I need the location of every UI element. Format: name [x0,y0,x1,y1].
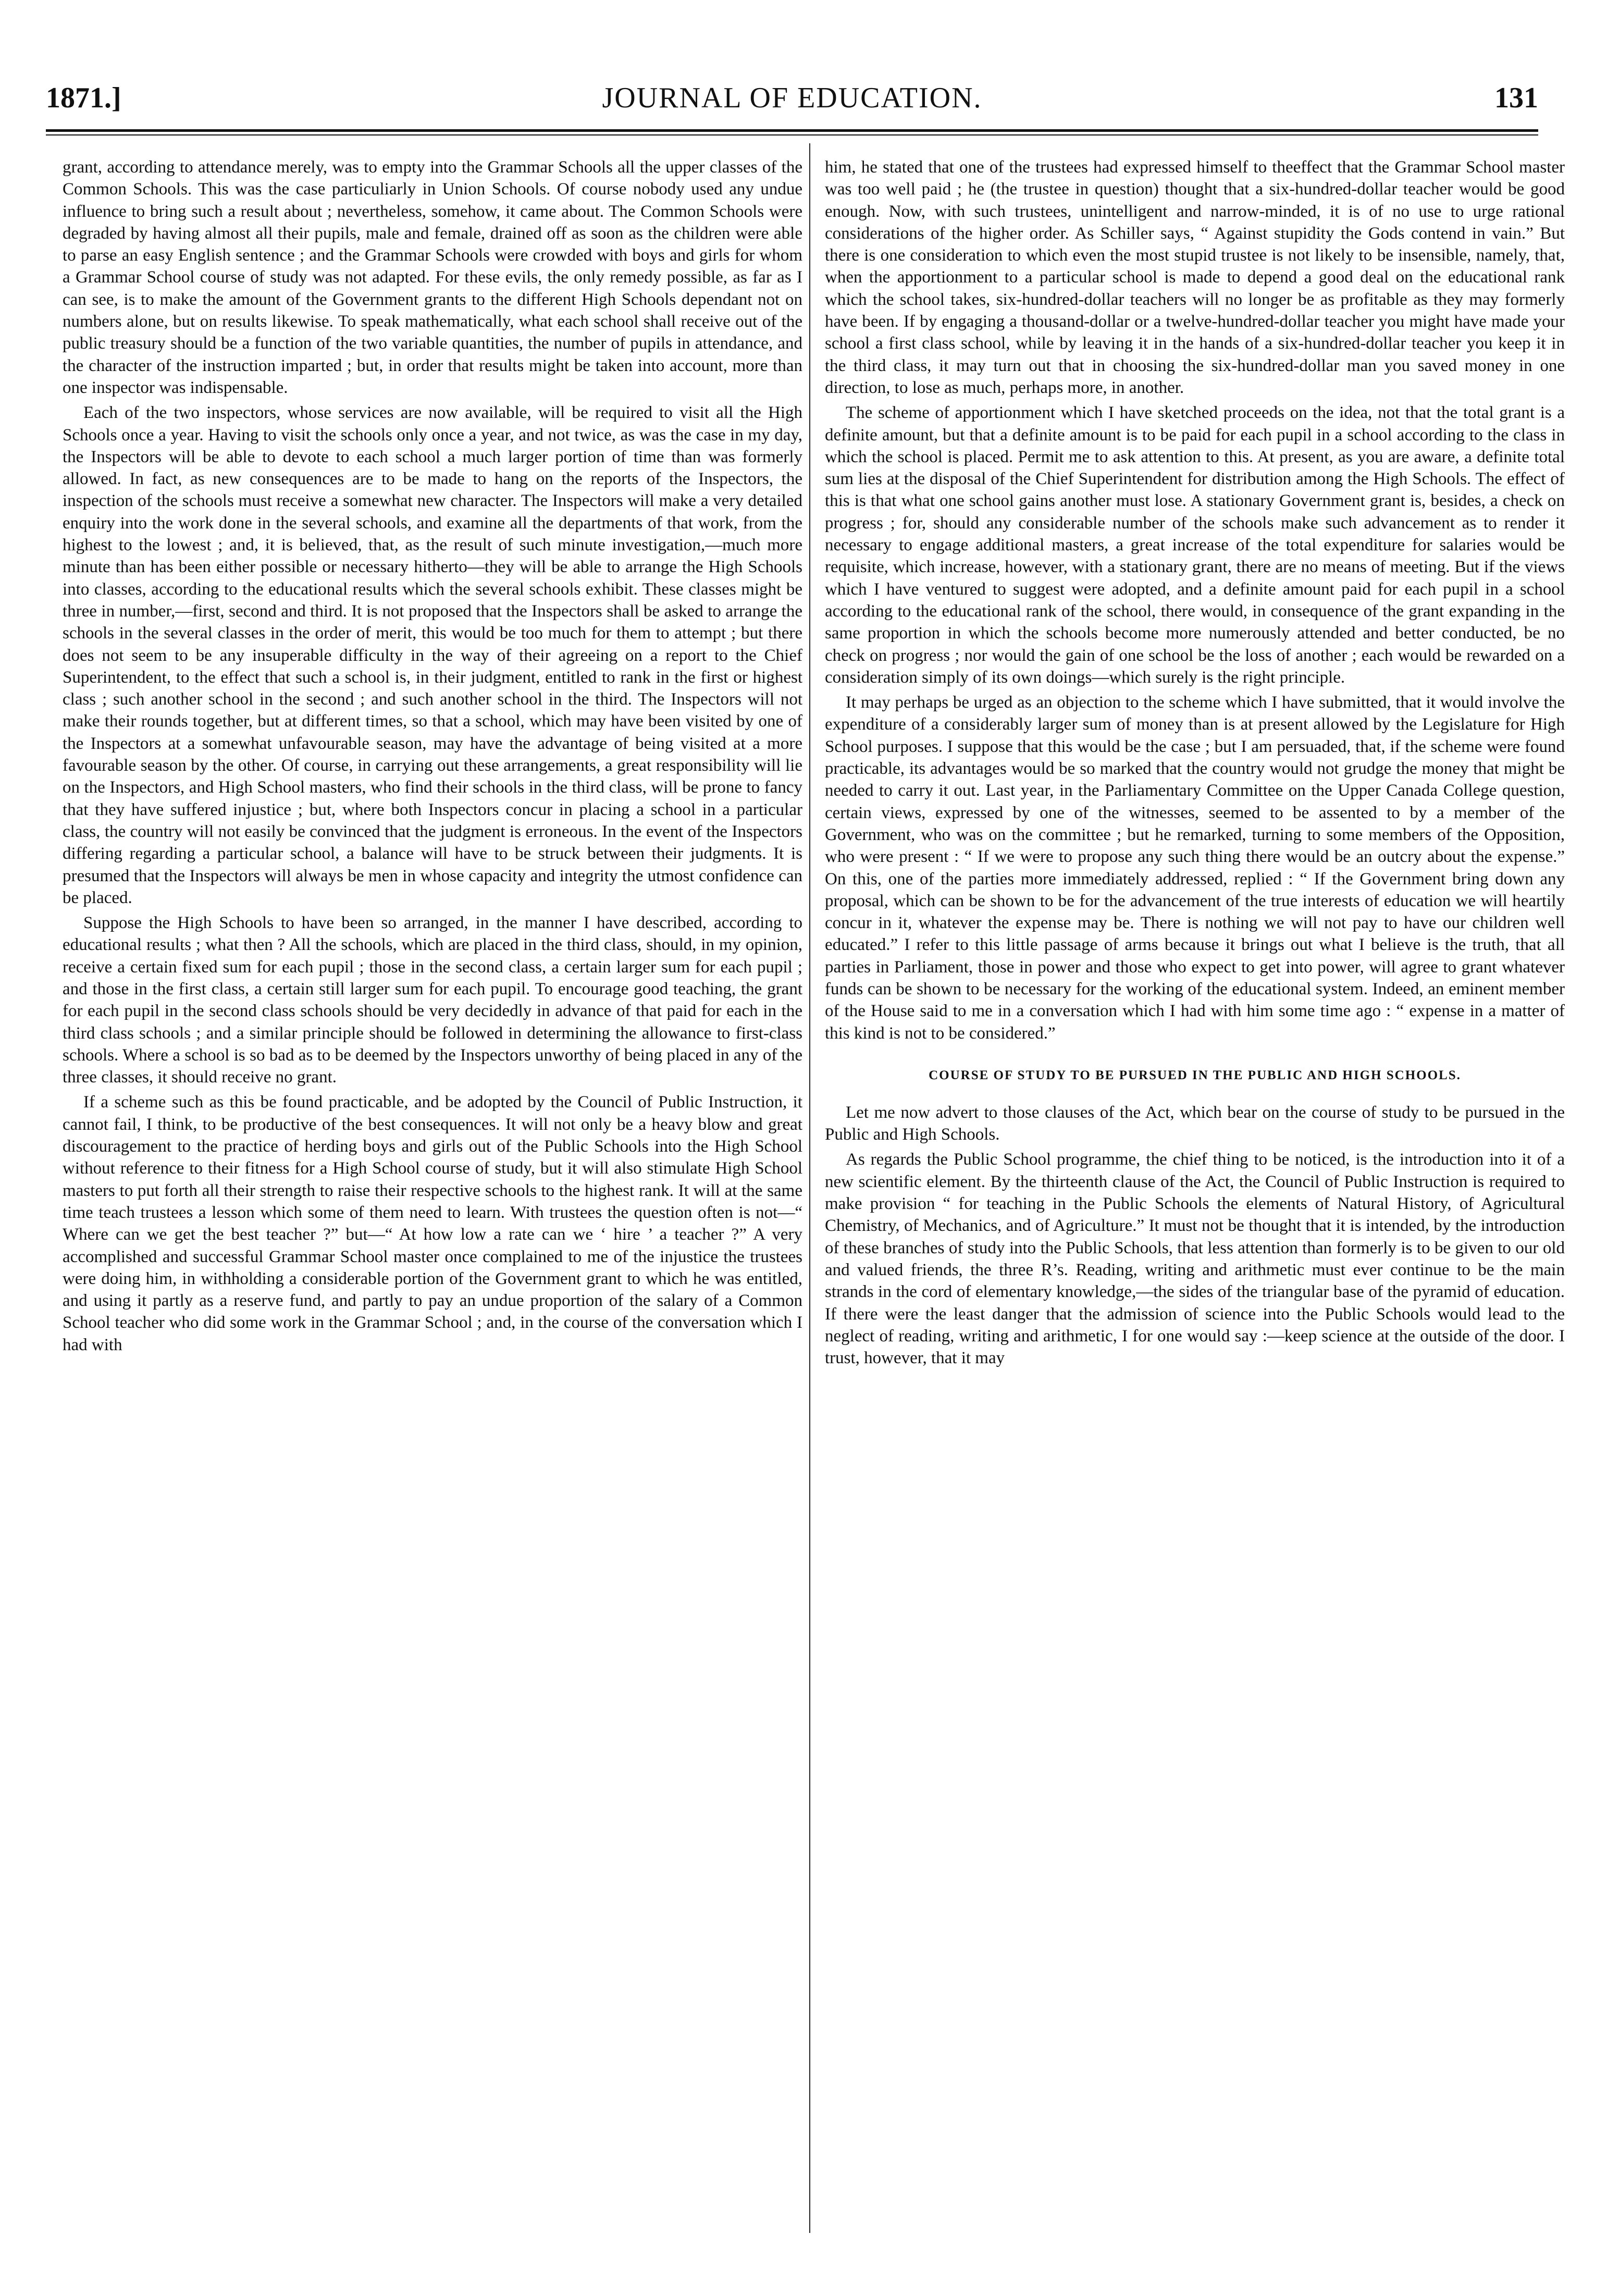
section-heading: COURSE OF STUDY TO BE PURSUED IN THE PUBLIC AND HIGH SCHOOLS. [929,1068,1461,1082]
paragraph: him, he stated that one of the trustees had expressed himself to theeffect that the Grammar School master was too well paid ; he (the trustee in question) thought that a six-hundred-dollar teacher would be good enough. Now, with such trustees, unintelligent and narrow-minded, it is of no use to urge rational considerations of the higher order. As Schiller says, “ Against stupidity the Gods contend in vain.” But there is one consideration to which even the most stupid trustee is not likely to be insensible, namely, that, when the apportionment to a particular school is made to depend a good deal on the educational rank which the school takes, six-hundred-dollar teachers will no longer be as profitable as they may formerly have been. If by engaging a thousand-dollar or a twelve-hundred-dollar teacher you might have made your school a first class school, while by leaving it in the hands of a six-hundred-dollar teacher you keep it in the third class, it may turn out that in choosing the six-hundred-dollar man you saved money in one direction, to lose as much, perhaps more, in another. [825,158,1565,397]
paragraph: Suppose the High Schools to have been so arranged, in the manner I have described, according to educational results ; what then ? All the schools, which are placed in the third class, should, in my opinion, receive a certain fixed sum for each pupil ; those in the second class, a certain larger sum for each pupil ; and those in the first class, a certain still larger sum for each pupil. To encourage good teaching, the grant for each pupil in the second class schools should be very decidedly in advance of that paid for each in the third class schools ; and a similar principle should be followed in determining the allowance to first-class schools. Where a school is so bad as to be deemed by the Inspectors unworthy of being placed in any of the three classes, it should receive no grant. [63,914,802,1087]
paragraph: The scheme of apportionment which I have sketched proceeds on the idea, not that the total grant is a definite amount, but that a definite amount is to be paid for each pupil in a school according to the class in which the school is placed. Permit me to ask attention to this. At present, as you are aware, a definite total sum lies at the disposal of the Chief Superintendent for distribution among the High Schools. The effect of this is that what one school gains another must lose. A stationary Government grant is, besides, a check on progress ; for, should any considerable number of the schools make such advancement as to render it necessary to engage additional masters, a great increase of the total expenditure for salaries would be requisite, which increase, however, with a stationary grant, there are no means of meeting. But if the views which I have ventured to suggest were adopted, and a definite amount paid for each pupil in a school according to the educational rank of the school, there would, in consequence of the grant expanding in the same proportion in which the schools become more numerously attended and better conducted, be no check on progress ; nor would the gain of one school be the loss of another ; each would be rewarded on a consideration simply of its own doings—which surely is the right principle. [825,403,1565,687]
header-rule-thick [46,129,1538,132]
right-column [825,156,1565,2236]
paragraph: If a scheme such as this be found practicable, and be adopted by the Council of Public Instruction, it cannot fail, I think, to be productive of the best consequences. It will not only be a heavy blow and great discouragement to the practice of herding boys and girls out of the Public Schools into the High School without reference to their fitness for a High School course of study, but it will also stimulate High School masters to put forth all their strength to raise their respective schools to the highest rank. It will at the same time teach trustees a lesson which some of them need to learn. With trustees the question often is not—“ Where can we get the best teacher ?” but—“ At how low a rate can we ‘ hire ’ a teacher ?” A very accomplished and successful Grammar School master once complained to me of the injustice the trustees were doing him, in withholding a considerable portion of the Government grant to which he was entitled, and using it partly as a reserve fund, and partly to pay an undue proportion of the salary of a Common School teacher who did some work in the Grammar School ; and, in the course of the conversation which I had with [63,1093,802,1354]
paragraph: Let me now advert to those clauses of the Act, which bear on the course of study to be pursued in the Public and High Schools. [825,1103,1565,1144]
running-header [46,81,1538,123]
left-column [63,156,802,2236]
header-year: 1871.] [46,82,121,114]
paragraph: grant, according to attendance merely, was to empty into the Grammar Schools all the upper classes of the Common Schools. This was the case particuliarly in Union Schools. Of course nobody used any undue influence to bring such a result about ; nevertheless, somehow, it came about. The Common Schools were degraded by having almost all their pupils, male and female, drained off as soon as the children were able to parse an easy English sentence ; and the Grammar Schools were crowded with boys and girls for whom a Grammar School course of study was not adapted. For these evils, the only remedy possible, as far as I can see, is to make the amount of the Government grants to the different High Schools dependant not on numbers alone, but on results likewise. To speak mathematically, what each school shall receive out of the public treasury should be a function of the two variable quantities, the number of pupils in attendance, and the character of the instruction imparted ; but, in order that results might be taken into account, more than one inspector was indispensable. [63,158,802,397]
paragraph: It may perhaps be urged as an objection to the scheme which I have submitted, that it would involve the expenditure of a considerably larger sum of money than is at present allowed by the Legislature for High School purposes. I suppose that this would be the case ; but I am persuaded, that, if the scheme were found practicable, its advantages would be so marked that the country would not grudge the money that might be needed to carry it out. Last year, in the Parliamentary Committee on the Upper Canada College question, certain views, expressed by one of the witnesses, seemed to be assented to by a member of the Government, who was on the committee ; but he remarked, turning to some members of the Opposition, who were present : “ If we were to propose any such thing there would be an outcry about the expense.” On this, one of the parties more immediately addressed, replied : “ If the Government bring down any proposal, which can be shown to be for the advancement of the true interests of education we will heartily concur in it, whatever the expense may be. There is nothing we will not pay to have our children well educated.” I refer to this little passage of arms because it brings out what I believe is the truth, that all parties in Parliament, those in power and those who expect to get into power, will agree to grant whatever funds can be shown to be necessary for the working of the educational system. Indeed, an eminent member of the House said to me in a conversation which I had with him some time ago : “ expense in a matter of this kind is not to be considered.” [825,693,1565,1043]
paragraph: As regards the Public School programme, the chief thing to be noticed, is the introduction into it of a new scientific element. By the thirteenth clause of the Act, the Council of Public Instruction is required to make provision “ for teaching in the Public Schools the elements of Natural History, of Agricultural Chemistry, of Mechanics, and of Agriculture.” It must not be thought that it is intended, by the introduction of these branches of study into the Public Schools, that less attention than formerly is to be given to our old and valued friends, the three R’s. Reading, writing and arithmetic must ever continue to be the main strands in the cord of elementary knowledge,—the sides of the triangular base of the pyramid of education. If there were the least danger that the admission of science into the Public Schools would lead to the neglect of reading, writing and arithmetic, I for one would say :—keep science at the outside of the door. I trust, however, that it may [825,1150,1565,1368]
page-number: 131 [1494,82,1538,114]
column-divider [809,143,810,2233]
journal-title: JOURNAL OF EDUCATION. [602,82,982,114]
paragraph: Each of the two inspectors, whose services are now available, will be required to visit all the High Schools once a year. Having to visit the schools only once a year, and not twice, as was the case in my day, the Inspectors will be able to devote to each school a much larger portion of time than was formerly allowed. In fact, as new consequences are to be made to hang on the reports of the Inspectors, the inspection of the schools must receive a somewhat new character. The Inspectors will make a very detailed enquiry into the work done in the several schools, and examine all the departments of that work, from the highest to the lowest ; and, it is believed, that, as the result of such minute investigation,—much more minute than has been either possible or necessary hitherto—they will be able to arrange the High Schools into classes, according to the educational results which the several schools exhibit. These classes might be three in number,—first, second and third. It is not proposed that the Inspectors shall be asked to arrange the schools in the several classes in the order of merit, this would be too much for them to attempt ; but there does not seem to be any insuperable difficulty in the way of their agreeing on a report to the Chief Superintendent, to the effect that such a school is, in their judgment, entitled to rank in the first or highest class ; such another school in the second ; and such another school in the third. The Inspectors will not make their rounds together, but at different times, so that a school, which may have been visited by one of the Inspectors at a somewhat unfavourable season, may have the advantage of being visited at a more favourable season by the other. Of course, in carrying out these arrangements, a great responsibility will lie on the Inspectors, and High School masters, who find their schools in the third class, will be prone to fancy that they have suffered injustice ; but, where both Inspectors concur in placing a school in a particular class, the country will not easily be convinced that the judgment is erroneous. In the event of the Inspectors differing regarding a particular school, a balance will have to be struck between their judgments. It is presumed that the Inspectors will always be men in whose capacity and integrity the utmost confidence can be placed. [63,403,802,907]
header-rule-thin [46,134,1538,135]
